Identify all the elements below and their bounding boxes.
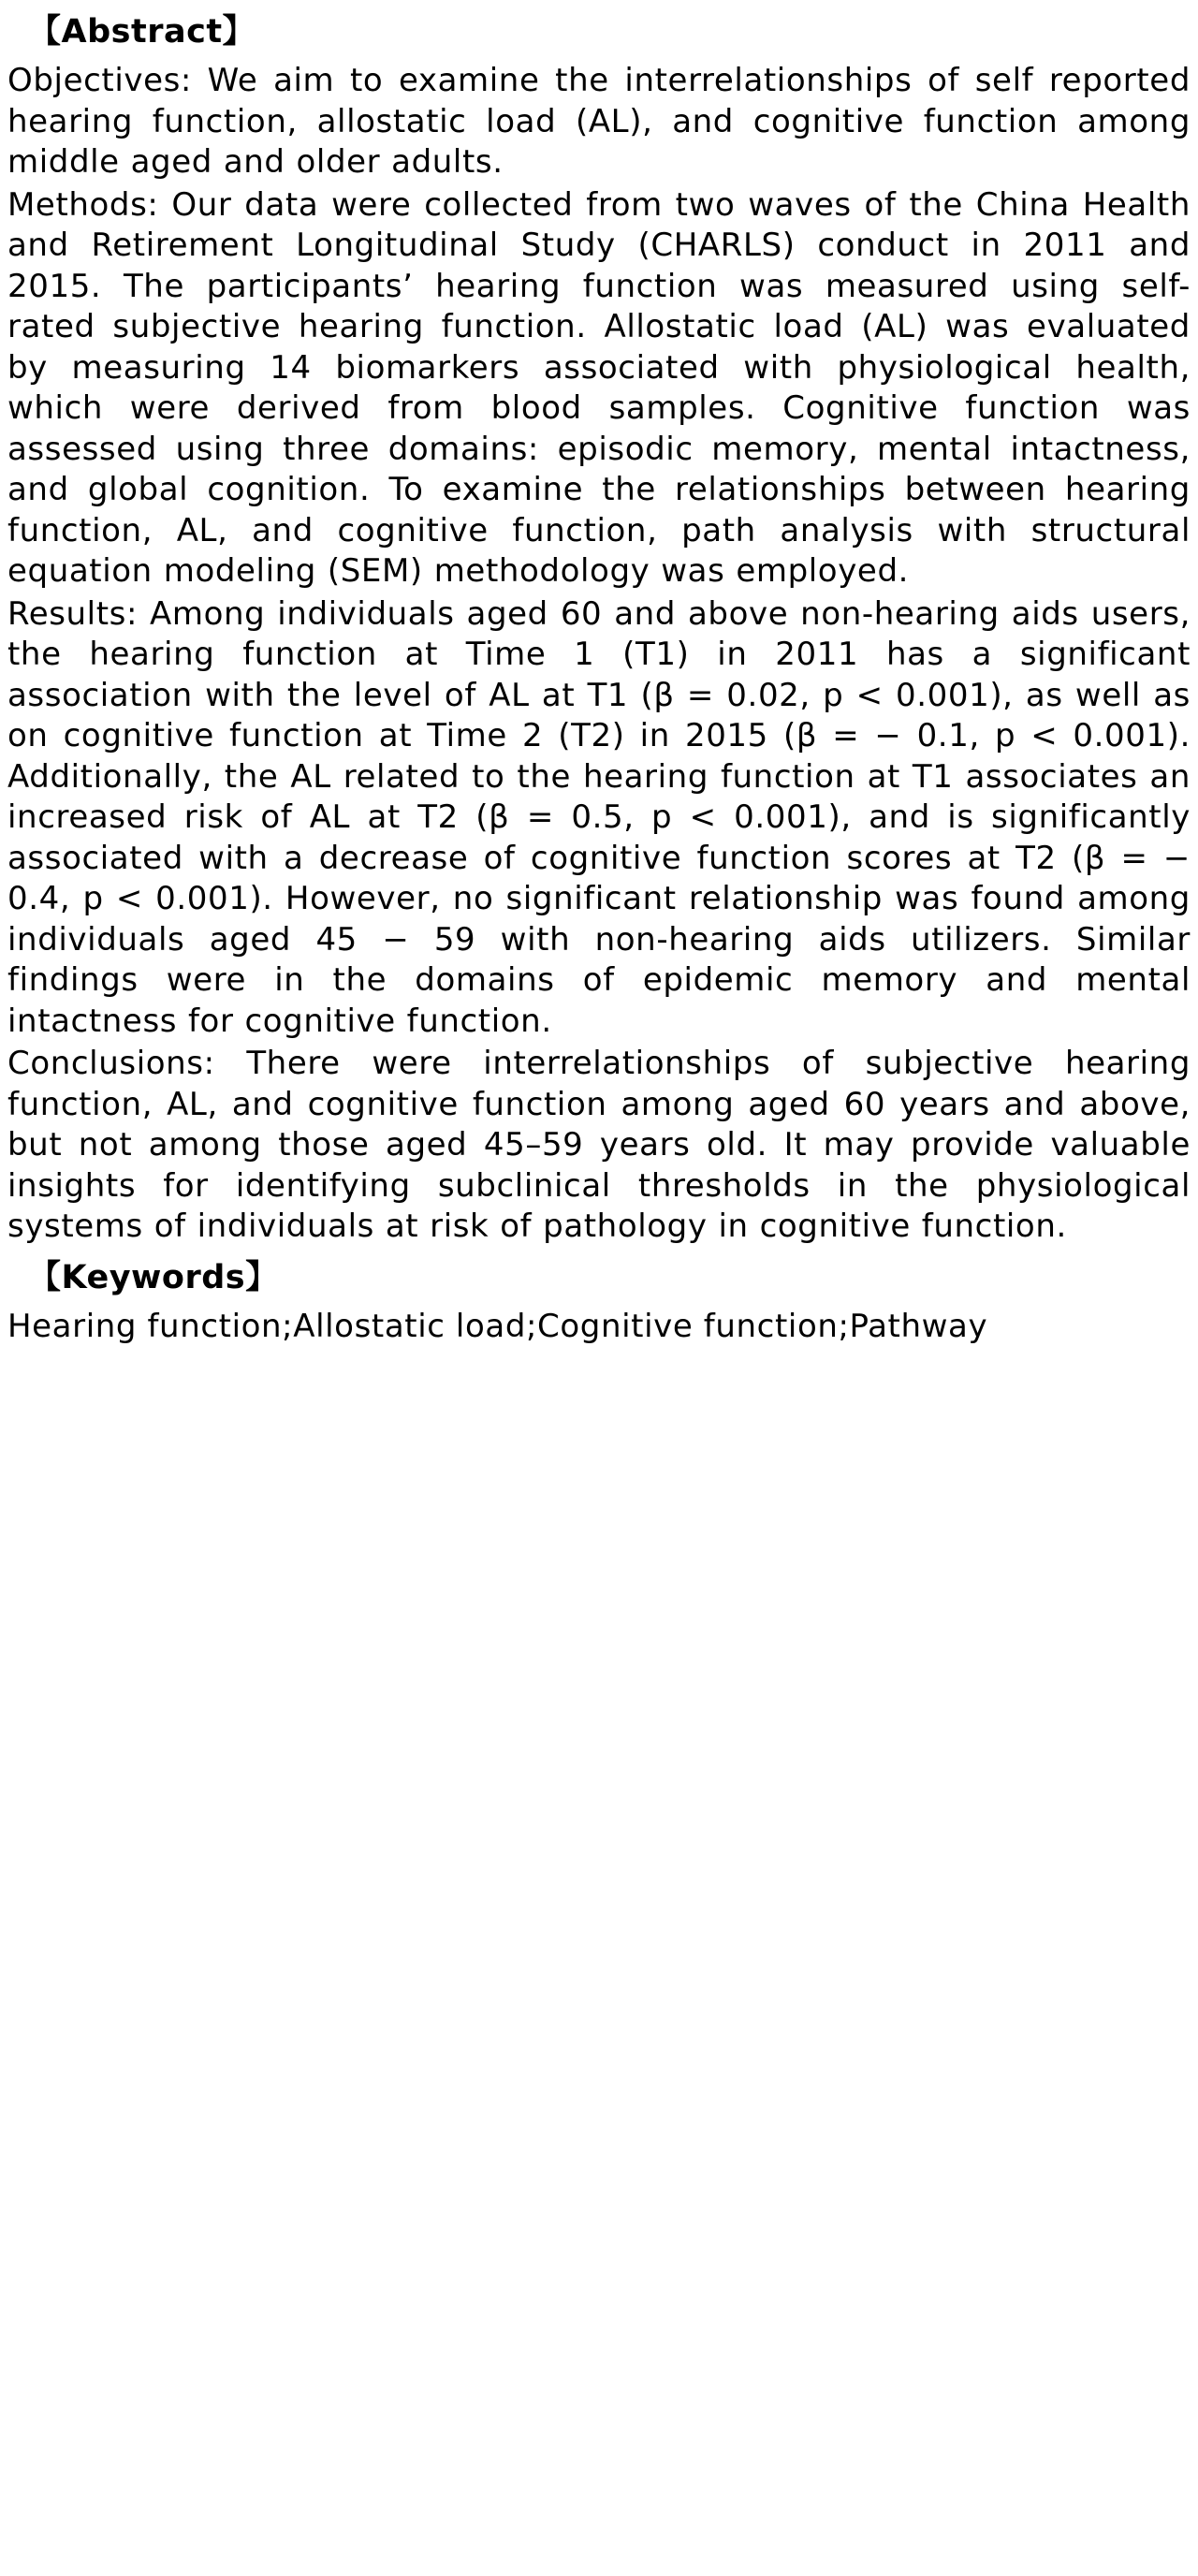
keywords-block bbox=[7, 1255, 1191, 1348]
keywords-heading: 【Keywords】 bbox=[28, 1258, 279, 1296]
abstract-paragraph-conclusions: Conclusions: There were interrelationships of subjective hearing function, AL, and cognitive function among aged 60 years and above, but not among those aged 45–59 years old. It may provide valuable insights for identifying subclinical thresholds in the physiological systems of individuals at risk of pathology in cognitive function. bbox=[7, 1045, 1191, 1246]
abstract-paragraph-methods: Methods: Our data were collected from two waves of the China Health and Retirement Longitudinal Study (CHARLS) conduct in 2011 and 2015. The participants’ hearing function was measured using self-rated subjective hearing function. Allostatic load (AL) was evaluated by measuring 14 biomarkers associated with physiological health, which were derived from blood samples. Cognitive function was assessed using three domains: episodic memory, mental intactness, and global cognition. To examine the relationships between hearing function, AL, and cognitive function, path analysis with structural equation modeling (SEM) methodology was employed. bbox=[7, 185, 1191, 591]
abstract-column bbox=[0, 9, 1198, 1347]
abstract-paragraph-results: Results: Among individuals aged 60 and above non-hearing aids users, the hearing function at Time 1 (T1) in 2011 has a significant association with the level of AL at T1 (β = 0.02, p < 0.001), as well as on cognitive function at Time 2 (T2) in 2015 (β = − 0.1, p < 0.001). Additionally, the AL related to the hearing function at T1 associates an increased risk of AL at T2 (β = 0.5, p < 0.001), and is significantly associated with a decrease of cognitive function scores at T2 (β = − 0.4, p < 0.001). However, no significant relationship was found among individuals aged 45 − 59 with non-hearing aids utilizers. Similar findings were in the domains of epidemic memory and mental intactness for cognitive function. bbox=[7, 594, 1191, 1040]
abstract-heading: 【Abstract】 bbox=[28, 13, 256, 51]
keywords-list: Hearing function;Allostatic load;Cognitive function;Pathway bbox=[7, 1307, 988, 1345]
abstract-paragraph-objectives: Objectives: We aim to examine the interrelationships of self reported hearing function, allostatic load (AL), and cognitive function among middle aged and older adults. bbox=[7, 62, 1191, 182]
